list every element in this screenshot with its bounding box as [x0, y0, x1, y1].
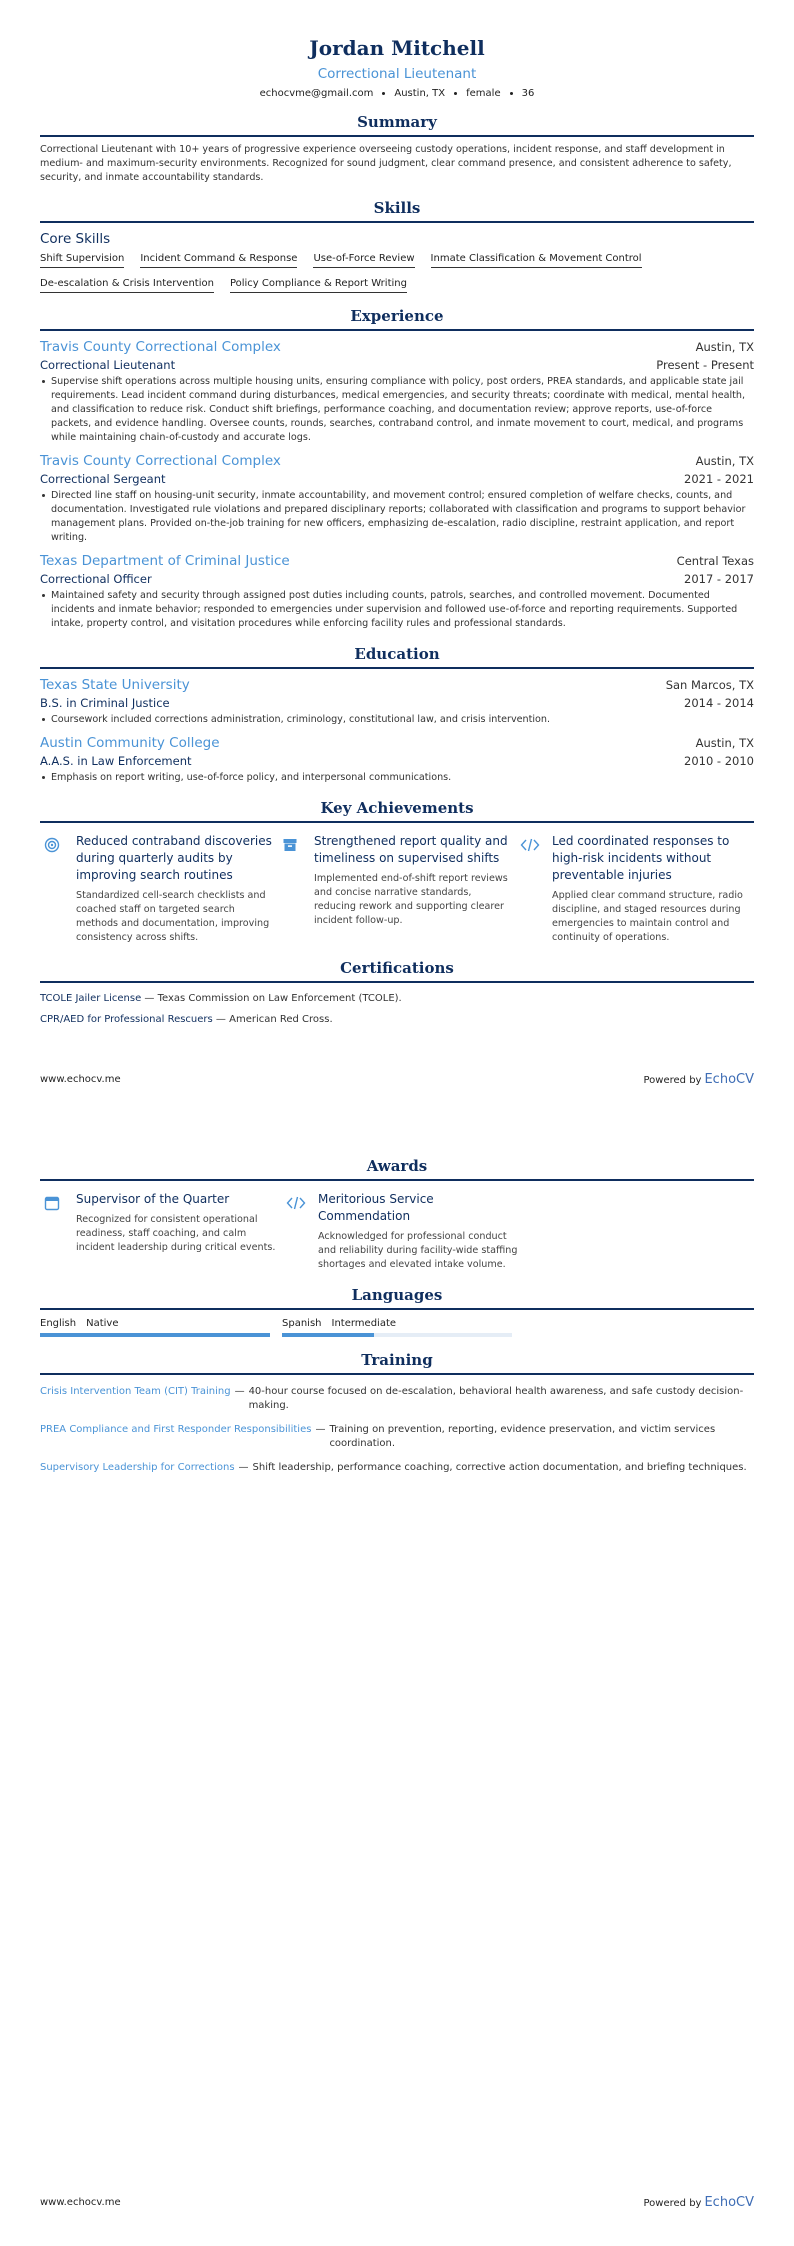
- certification-issuer: Texas Commission on Law Enforcement (TCOLE).: [157, 993, 402, 1004]
- awards-grid: [40, 1191, 754, 1272]
- powered-by: [644, 1072, 755, 1087]
- achievement-card: [40, 833, 274, 945]
- education-description: Coursework included corrections administration, criminology, constitutional law, and crisis intervention.: [40, 713, 754, 727]
- school-name: Austin Community College: [40, 735, 220, 751]
- achievement-description: Implemented end-of-shift report reviews and concise narrative standards, reducing rework and supporting clearer incident follow-up.: [314, 873, 508, 926]
- job-dates: Present - Present: [656, 358, 754, 372]
- degree: A.A.S. in Law Enforcement: [40, 754, 192, 768]
- language-proficiency-fill: [282, 1333, 374, 1337]
- contact-gender: female: [466, 88, 501, 99]
- education-description: Emphasis on report writing, use-of-force policy, and interpersonal communications.: [40, 771, 754, 785]
- experience-entry: [40, 553, 754, 631]
- employer-name: Texas Department of Criminal Justice: [40, 553, 290, 569]
- candidate-headline: Correctional Lieutenant: [317, 66, 477, 82]
- certification-name: CPR/AED for Professional Rescuers: [40, 1014, 213, 1025]
- section-title-languages: Languages: [40, 1286, 754, 1310]
- powered-by-label: Powered by: [643, 1075, 702, 1086]
- training-description: 40-hour course focused on de-escalation, behavioral health awareness, and safe custody decision-making.: [248, 1386, 744, 1411]
- certification-item: TCOLE Jailer License — Texas Commission on Law Enforcement (TCOLE).: [40, 993, 402, 1004]
- language-name: Spanish: [282, 1318, 322, 1329]
- training-description: Training on prevention, reporting, evidence preservation, and victim services coordination.: [329, 1424, 716, 1449]
- candidate-name: Jordan Mitchell: [309, 36, 485, 60]
- languages-grid: [40, 1318, 754, 1337]
- award-description: Recognized for consistent operational readiness, staff coaching, and calm incident leadership during critical events.: [76, 1214, 276, 1253]
- achievement-title: Reduced contraband discoveries during quarterly audits by improving search routines: [76, 834, 272, 882]
- target-icon: [40, 833, 76, 945]
- archive-icon: [278, 833, 314, 945]
- education-entry: [40, 735, 754, 785]
- education-dates: 2014 - 2014: [684, 696, 754, 710]
- contact-email[interactable]: echocvme@gmail.com: [259, 88, 374, 99]
- language-proficiency-bar: [282, 1333, 512, 1337]
- achievement-description: Applied clear command structure, radio discipline, and staged resources during emergencies to maintain control and continuity of operations.: [552, 890, 743, 943]
- job-description: Directed line staff on housing-unit security, inmate accountability, and movement control; ensured completion of welfare checks, counts, and documentation. Investigated rule violations and prepared disciplinary reports; collaborated with classification and programs to support behavior management plans. Provided on-the-job training for new officers, emphasizing de-escalation, radio discipline, restraint application, and report writing.: [40, 489, 754, 545]
- achievement-title: Led coordinated responses to high-risk incidents without preventable injuries: [552, 834, 730, 882]
- job-dates: 2021 - 2021: [684, 472, 754, 486]
- section-title-experience: Experience: [40, 307, 754, 331]
- footer-site-link[interactable]: www.echocv.me: [40, 1074, 121, 1085]
- experience-entry: [40, 453, 754, 545]
- job-location: Austin, TX: [695, 340, 754, 354]
- section-title-training: Training: [40, 1351, 754, 1375]
- language-item: [282, 1318, 512, 1337]
- separator-dot: [510, 92, 513, 95]
- training-name: PREA Compliance and First Responder Responsibilities: [40, 1424, 312, 1435]
- language-level: Intermediate: [331, 1318, 397, 1329]
- education-entry: [40, 677, 754, 727]
- award-title: Meritorious Service Commendation: [318, 1192, 434, 1223]
- contact-line: [40, 88, 754, 99]
- achievement-description: Standardized cell-search checklists and coached staff on targeted search methods and documentation, improving consistency across shifts.: [76, 890, 270, 943]
- achievement-card: [278, 833, 512, 945]
- page-footer: [40, 2195, 754, 2210]
- certification-item: CPR/AED for Professional Rescuers — American Red Cross.: [40, 1014, 333, 1025]
- training-name: Crisis Intervention Team (CIT) Training: [40, 1386, 231, 1397]
- job-description: Supervise shift operations across multiple housing units, ensuring compliance with policy, post orders, PREA standards, and applicable state jail requirements. Lead incident command during disturbances, medical emergencies, and security threats; coordinate with medical, mental health, and classification to reduce risk. Conduct shift briefings, performance coaching, and documentation review; approve reports, use-of-force packets, and evidence handling. Oversee counts, rounds, searches, contraband control, and inmate movement to court, medical, and programs while maintaining chain-of-custody and accurate logs.: [40, 375, 754, 445]
- resume-page-2: [0, 1123, 794, 2246]
- section-title-education: Education: [40, 645, 754, 669]
- certification-name: TCOLE Jailer License: [40, 993, 142, 1004]
- skills-group-title: Core Skills: [40, 231, 111, 247]
- degree: B.S. in Criminal Justice: [40, 696, 170, 710]
- achievements-grid: [40, 833, 754, 945]
- skills-list: [40, 251, 754, 301]
- powered-by: [644, 2195, 755, 2210]
- summary-text: Correctional Lieutenant with 10+ years of progressive experience overseeing custody operations, incident response, and staff development in medium- and maximum-security environments. Recognized for sound judgment, clear command presence, and consistent adherence to safety, security, and inmate accountability standards.: [40, 144, 732, 183]
- award-card: [282, 1191, 520, 1272]
- job-dates: 2017 - 2017: [684, 572, 754, 586]
- school-location: Austin, TX: [695, 736, 754, 750]
- section-title-awards: Awards: [40, 1157, 754, 1181]
- skill-tag: Incident Command & Response: [140, 251, 297, 268]
- job-description: Maintained safety and security through assigned post duties including counts, patrols, searches, and controlled movement. Documented incidents and inmate behavior; responded to emergencies under supervision and followed use-of-force and reporting requirements. Supported intake, property control, and visitation procedures while enforcing facility rules and professional standards.: [40, 589, 754, 631]
- separator-dot: [382, 92, 385, 95]
- section-title-skills: Skills: [40, 199, 754, 223]
- experience-entry: [40, 339, 754, 445]
- page-footer: [40, 1072, 754, 1087]
- training-description: Shift leadership, performance coaching, corrective action documentation, and briefing techniques.: [252, 1462, 747, 1473]
- skill-tag: Inmate Classification & Movement Control: [431, 251, 642, 268]
- language-name: English: [40, 1318, 77, 1329]
- section-title-achievements: Key Achievements: [40, 799, 754, 823]
- section-title-certifications: Certifications: [40, 959, 754, 983]
- language-proficiency-bar: [40, 1333, 270, 1337]
- skill-tag: Shift Supervision: [40, 251, 124, 268]
- contact-age: 36: [521, 88, 535, 99]
- brand-logo[interactable]: EchoCV: [704, 1072, 754, 1087]
- training-name: Supervisory Leadership for Corrections: [40, 1462, 235, 1473]
- brand-logo[interactable]: EchoCV: [704, 2195, 754, 2210]
- school-name: Texas State University: [40, 677, 190, 693]
- achievement-title: Strengthened report quality and timeliness on supervised shifts: [314, 834, 508, 865]
- training-item: Supervisory Leadership for Corrections — Shift leadership, performance coaching, corrective action documentation, and briefing techniques.: [40, 1462, 747, 1473]
- education-dates: 2010 - 2010: [684, 754, 754, 768]
- skill-tag: De-escalation & Crisis Intervention: [40, 276, 214, 293]
- job-title: Correctional Sergeant: [40, 472, 166, 486]
- job-title: Correctional Officer: [40, 572, 152, 586]
- language-level: Native: [86, 1318, 119, 1329]
- contact-location: Austin, TX: [394, 88, 446, 99]
- section-title-summary: Summary: [40, 113, 754, 137]
- code-icon: [516, 833, 552, 945]
- separator-dot: [454, 92, 457, 95]
- skill-tag: Use-of-Force Review: [313, 251, 414, 268]
- award-card: [40, 1191, 278, 1272]
- job-location: Central Texas: [676, 554, 754, 568]
- code-icon: [282, 1191, 318, 1272]
- training-item: Crisis Intervention Team (CIT) Training — 40-hour course focused on de-escalation, behavioral health awareness, and safe custody decision-making.: [40, 1385, 754, 1413]
- award-title: Supervisor of the Quarter: [76, 1192, 230, 1206]
- school-location: San Marcos, TX: [665, 678, 754, 692]
- powered-by-label: Powered by: [643, 2198, 702, 2209]
- employer-name: Travis County Correctional Complex: [40, 339, 281, 355]
- certification-issuer: American Red Cross.: [229, 1014, 333, 1025]
- training-item: PREA Compliance and First Responder Responsibilities — Training on prevention, reporting, evidence preservation, and victim services coordination.: [40, 1423, 754, 1451]
- employer-name: Travis County Correctional Complex: [40, 453, 281, 469]
- footer-site-link[interactable]: www.echocv.me: [40, 2197, 121, 2208]
- achievement-card: [516, 833, 750, 945]
- language-proficiency-fill: [40, 1333, 270, 1337]
- calendar-icon: [40, 1191, 76, 1272]
- language-item: [40, 1318, 270, 1337]
- skill-tag: Policy Compliance & Report Writing: [230, 276, 407, 293]
- award-description: Acknowledged for professional conduct and reliability during facility-wide staffing shortages and elevated intake volume.: [318, 1231, 518, 1270]
- job-title: Correctional Lieutenant: [40, 358, 176, 372]
- job-location: Austin, TX: [695, 454, 754, 468]
